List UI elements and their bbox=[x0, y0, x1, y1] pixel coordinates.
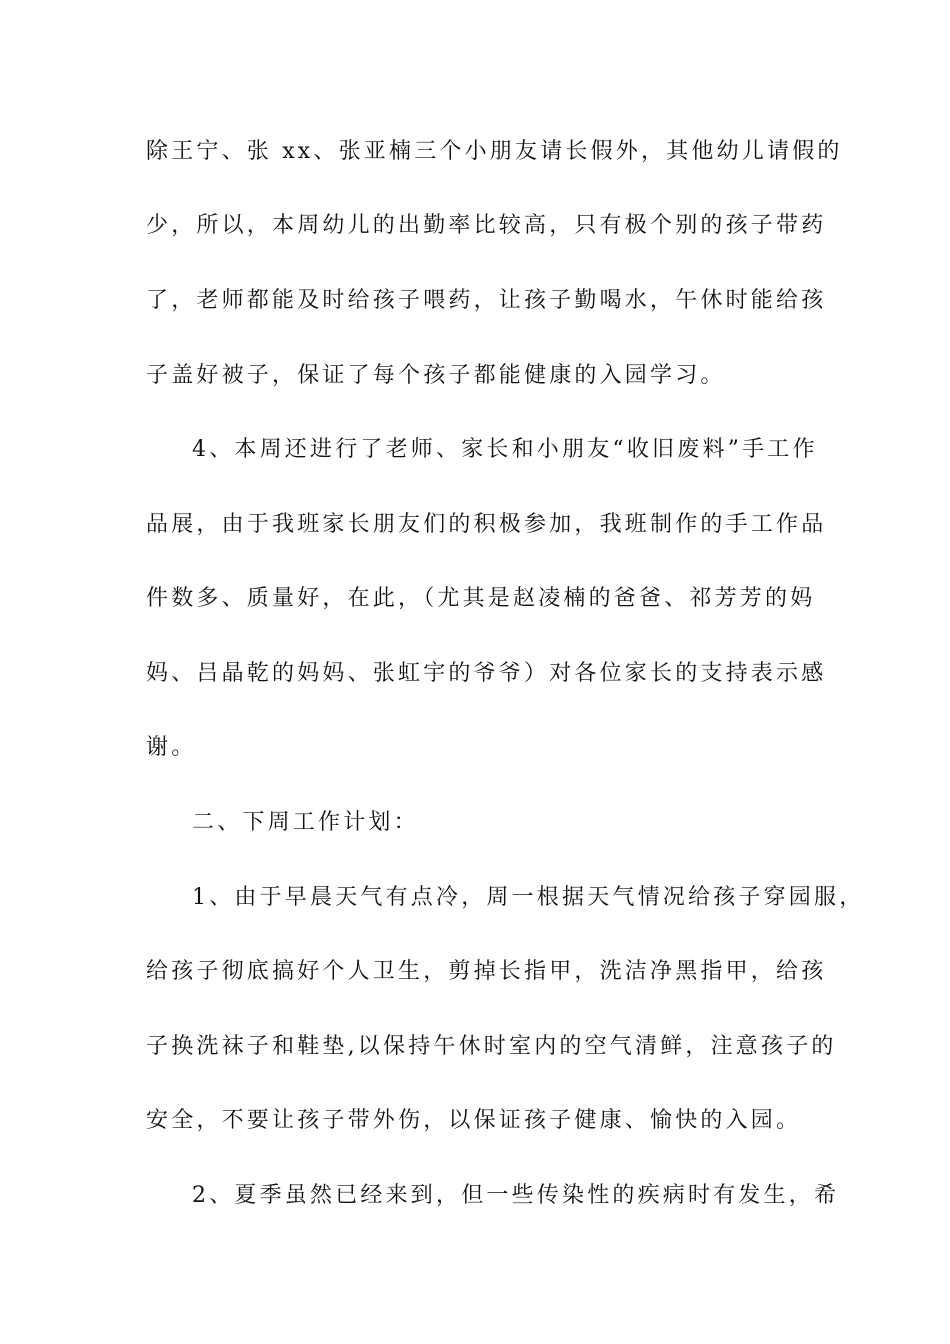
paragraph-start-line: 1、由于早晨天气有点冷，周一根据天气情况给孩子穿园服， bbox=[192, 885, 865, 910]
paragraph-start-line: 4、本周还进行了老师、家长和小朋友“收旧废料”手工作 bbox=[192, 437, 818, 462]
text-line: 了，老师都能及时给孩子喂药，让孩子勤喝水，午休时能给孩 bbox=[146, 288, 827, 313]
text-line: 子盖好被子，保证了每个孩子都能健康的入园学习。 bbox=[146, 363, 726, 388]
text-line: 安全，不要让孩子带外伤，以保证孩子健康、愉快的入园。 bbox=[146, 1108, 802, 1133]
text-line: 少，所以，本周幼儿的出勤率比较高，只有极个别的孩子带药 bbox=[146, 213, 827, 238]
text-line: 件数多、质量好，在此，（尤其是赵凌楠的爸爸、祁芳芳的妈 bbox=[146, 586, 816, 611]
text-line: 谢。 bbox=[146, 735, 197, 760]
text-line: 除王宁、张 xx、张亚楠三个小朋友请长假外，其他幼儿请假的 bbox=[146, 139, 843, 164]
text-line: 品展，由于我班家长朋友们的积极参加，我班制作的手工作品 bbox=[146, 512, 827, 537]
text-line: 妈、吕晶乾的妈妈、张虹宇的爷爷）对各位家长的支持表示感 bbox=[146, 661, 827, 686]
paragraph-start-line: 2、夏季虽然已经来到，但一些传染性的疾病时有发生，希 bbox=[192, 1183, 840, 1208]
section-heading: 二、下周工作计划： bbox=[192, 810, 419, 835]
text-line: 给孩子彻底搞好个人卫生，剪掉长指甲，洗洁净黑指甲，给孩 bbox=[146, 959, 827, 984]
text-line: 子换洗袜子和鞋垫,以保持午休时室内的空气清鲜，注意孩子的 bbox=[146, 1034, 837, 1059]
